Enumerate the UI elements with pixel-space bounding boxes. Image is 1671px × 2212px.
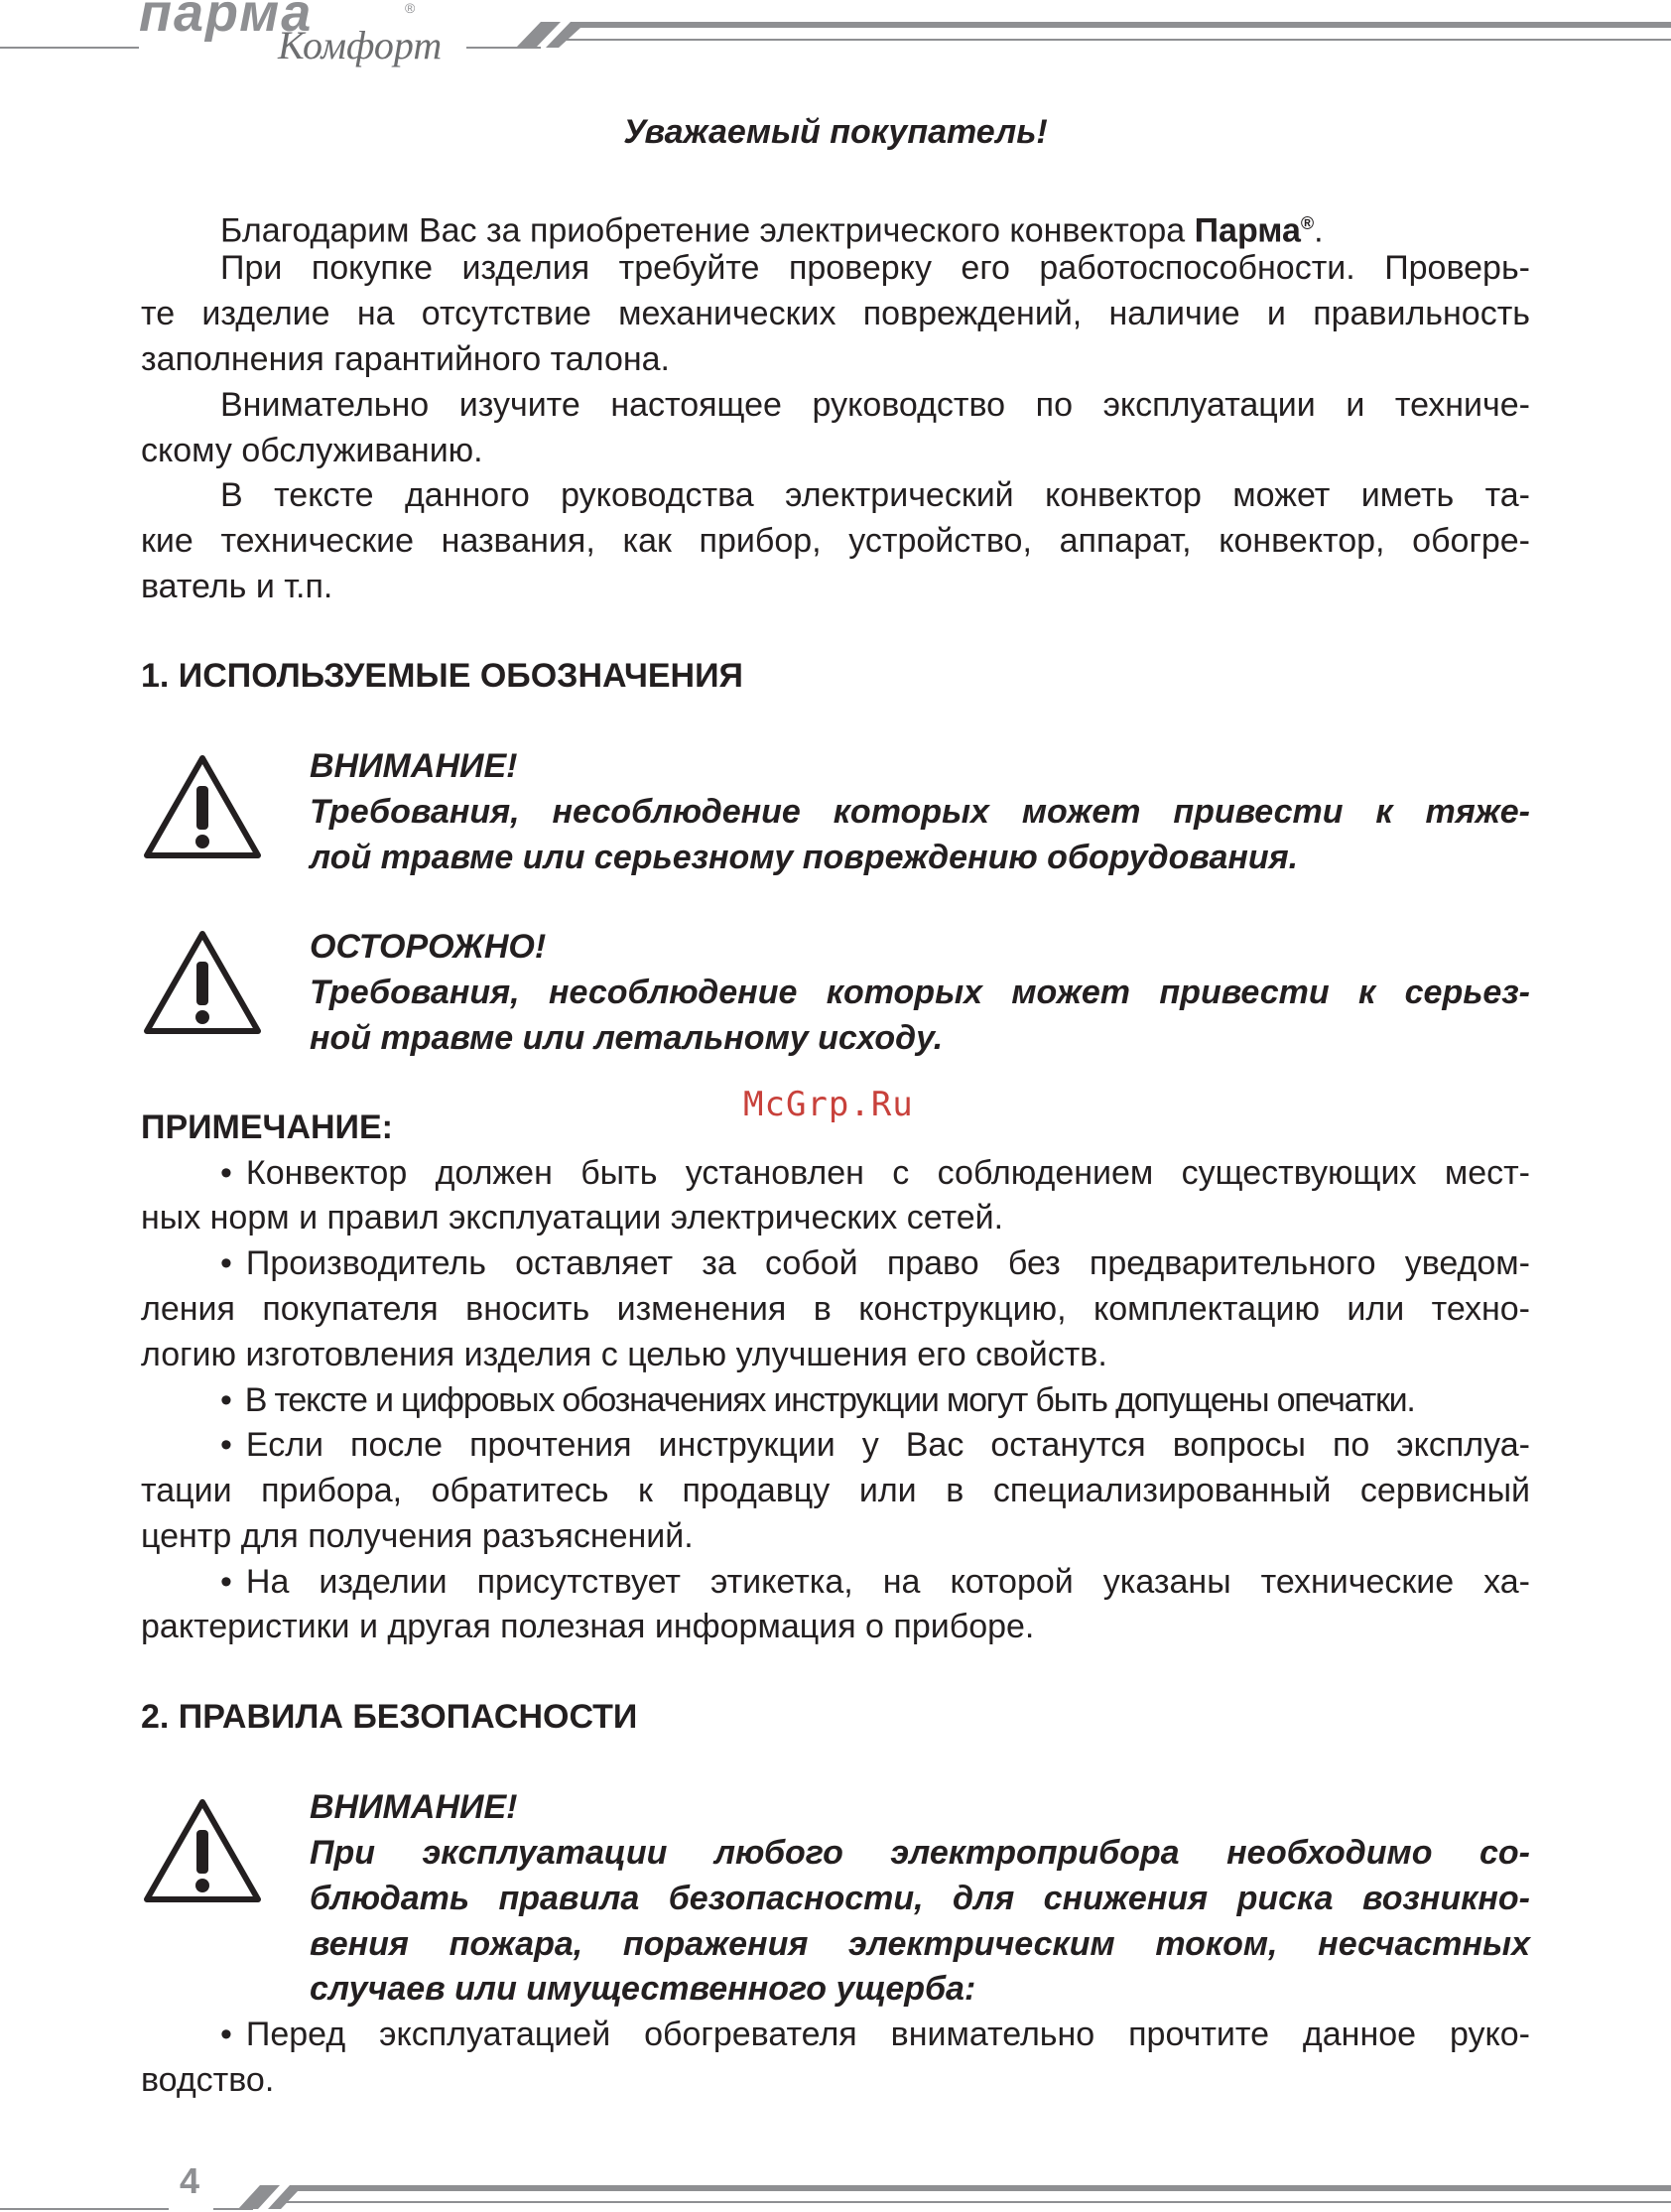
safety-line-2: водство. bbox=[141, 2061, 275, 2099]
bullet: • bbox=[220, 1426, 232, 1464]
warning3-line-1: При эксплуатации любого электроприбора необходимо со- bbox=[310, 1834, 1530, 1872]
safety-text: Перед эксплуатацией обогревателя внимательно прочтите данное руко- bbox=[245, 2016, 1530, 2053]
greeting-heading: Уважаемый покупатель! bbox=[623, 113, 1048, 151]
warning-triangle-icon bbox=[141, 752, 264, 861]
note-line-7 bbox=[141, 1422, 1530, 1468]
bullet: • bbox=[220, 1154, 232, 1192]
bullet: • bbox=[220, 2016, 232, 2053]
warning1-line-2: лой травме или серьезному повреждению оборудования. bbox=[310, 839, 1299, 876]
watermark: McGrp.Ru bbox=[743, 1085, 914, 1124]
intro-line-7: В тексте данного руководства электрический конвектор может иметь та- bbox=[220, 476, 1530, 514]
note-text: В тексте и цифровых обозначениях инструкции могут быть допущены опечатки. bbox=[244, 1381, 1415, 1419]
bullet: • bbox=[220, 1381, 231, 1419]
note-text: На изделии присутствует этикетка, на которой указаны технические ха- bbox=[245, 1563, 1530, 1601]
warning1-line-1: Требования, несоблюдение которых может привести к тяже- bbox=[310, 793, 1530, 831]
note-line-4: ления покупателя вносить изменения в конструкцию, комплектацию или техно- bbox=[141, 1290, 1530, 1328]
intro-text: Благодарим Вас за приобретение электрического конвектора bbox=[220, 211, 1195, 250]
warning2-line-1: Требования, несоблюдение которых может привести к серьез- bbox=[310, 974, 1530, 1011]
note-line-11: рактеристики и другая полезная информация о приборе. bbox=[141, 1608, 1035, 1645]
intro-line-2: При покупке изделия требуйте проверку его работоспособности. Проверь- bbox=[220, 249, 1530, 287]
intro-brand: Парма bbox=[1194, 211, 1301, 250]
warning3-line-4: случаев или имущественного ущерба: bbox=[310, 1970, 976, 2008]
note-line-5: логию изготовления изделия с целью улучшения его свойств. bbox=[141, 1336, 1107, 1373]
intro-line-4: заполнения гарантийного талона. bbox=[141, 340, 670, 378]
intro-brand-reg: ® bbox=[1300, 213, 1315, 233]
bullet: • bbox=[220, 1244, 232, 1282]
footer-rule bbox=[0, 2159, 1671, 2212]
section1-title: 1. ИСПОЛЬЗУЕМЫЕ ОБОЗНАЧЕНИЯ bbox=[141, 657, 743, 695]
logo-sub-text: Комфорт bbox=[278, 23, 443, 67]
note-text: Если после прочтения инструкции у Вас останутся вопросы по эксплуа- bbox=[245, 1426, 1530, 1464]
logo-main-text: парма bbox=[139, 0, 314, 43]
note-line-6 bbox=[141, 1377, 1530, 1423]
warning-triangle-icon bbox=[141, 928, 264, 1037]
note-line-3 bbox=[141, 1240, 1530, 1286]
warning3-line-2: блюдать правила безопасности, для снижения риска возникно- bbox=[310, 1880, 1530, 1917]
note-line-9: центр для получения разъяснений. bbox=[141, 1517, 694, 1555]
section2-title: 2. ПРАВИЛА БЕЗОПАСНОСТИ bbox=[141, 1698, 638, 1736]
intro-end: . bbox=[1314, 211, 1324, 250]
intro-line-8: кие технические названия, как прибор, устройство, аппарат, конвектор, обогре- bbox=[141, 522, 1530, 560]
intro-line-3: те изделие на отсутствие механических повреждений, наличие и правильность bbox=[141, 295, 1530, 332]
page-number: 4 bbox=[180, 2160, 200, 2201]
warning3-line-3: вения пожара, поражения электрическим током, несчастных bbox=[310, 1925, 1530, 1963]
note-line-2: ных норм и правил эксплуатации электрических сетей. bbox=[141, 1199, 1004, 1236]
note-text: Конвектор должен быть установлен с соблюдением существующих мест- bbox=[245, 1154, 1530, 1192]
warning2-heading: ОСТОРОЖНО! bbox=[310, 928, 547, 966]
note-line-10 bbox=[141, 1559, 1530, 1605]
warning1-heading: ВНИМАНИЕ! bbox=[310, 747, 518, 785]
warning-triangle-icon bbox=[141, 1796, 264, 1905]
intro-line-5: Внимательно изучите настоящее руководство по эксплуатации и техниче- bbox=[220, 386, 1530, 424]
bullet: • bbox=[220, 1563, 232, 1601]
safety-line-1 bbox=[141, 2012, 1530, 2057]
note-title: ПРИМЕЧАНИЕ: bbox=[141, 1108, 393, 1146]
intro-line-6: скому обслуживанию. bbox=[141, 432, 483, 469]
note-line-8: тации прибора, обратитесь к продавцу или в специализированный сервисный bbox=[141, 1472, 1530, 1509]
logo-registered-mark: ® bbox=[405, 0, 416, 16]
warning2-line-2: ной травме или летальному исходу. bbox=[310, 1019, 944, 1057]
intro-line-9: ватель и т.п. bbox=[141, 568, 333, 605]
note-text: Производитель оставляет за собой право без предварительного уведом- bbox=[245, 1244, 1530, 1282]
warning3-heading: ВНИМАНИЕ! bbox=[310, 1788, 518, 1826]
note-line-1 bbox=[141, 1150, 1530, 1196]
